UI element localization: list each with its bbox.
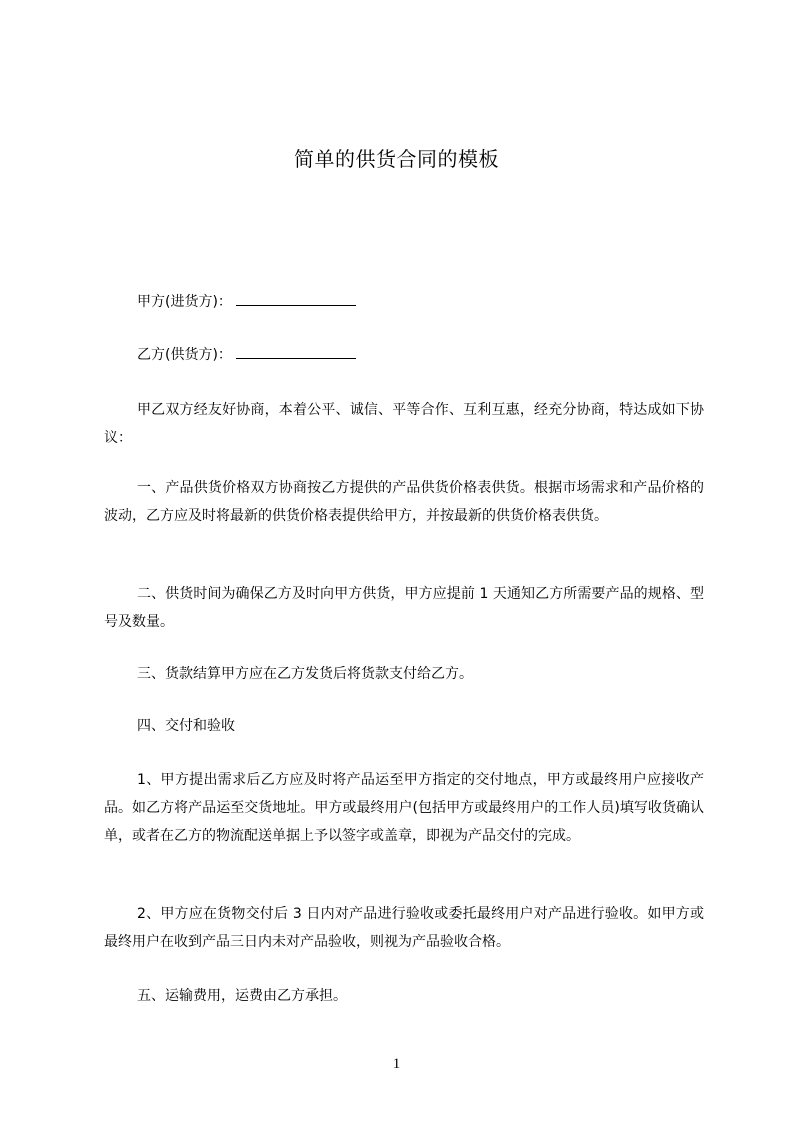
party-b-blank-line xyxy=(236,344,356,359)
document-title: 简单的供货合同的模板 xyxy=(294,147,499,171)
party-b-label: 乙方(供货方)： xyxy=(137,347,232,363)
clause-4-heading: 四、交付和验收 xyxy=(137,718,235,734)
party-b-field xyxy=(137,344,356,365)
clause-5-paragraph: 五、运输费用，运费由乙方承担。 xyxy=(137,988,347,1004)
intro-paragraph: 甲乙双方经友好协商，本着公平、诚信、平等合作、互利互惠，经充分协商，特达成如下协议： xyxy=(104,402,704,446)
clause-4-item-1-paragraph: 1、甲方提出需求后乙方应及时将产品运至甲方指定的交付地点，甲方或最终用户应接收产品。如乙方将产品运至交货地址。甲方或最终用户(包括甲方或最终用户的工作人员)填写收货确认单，或者在乙方的物流配送单据上予以签字或盖章，即视为产品交付的完成。 xyxy=(104,772,704,844)
party-a-field xyxy=(137,291,356,312)
party-a-blank-line xyxy=(236,291,356,306)
party-a-label: 甲方(进货方)： xyxy=(137,294,232,310)
page-number: 1 xyxy=(392,1056,401,1072)
clause-2-paragraph: 二、供货时间为确保乙方及时向甲方供货，甲方应提前 1 天通知乙方所需要产品的规格、型号及数量。 xyxy=(104,586,704,630)
clause-4-item-2-paragraph: 2、甲方应在货物交付后 3 日内对产品进行验收或委托最终用户对产品进行验收。如甲方或最终用户在收到产品三日内未对产品验收，则视为产品验收合格。 xyxy=(104,906,704,950)
clause-3-paragraph: 三、货款结算甲方应在乙方发货后将货款支付给乙方。 xyxy=(137,666,473,682)
clause-1-paragraph: 一、产品供货价格双方协商按乙方提供的产品供货价格表供货。根据市场需求和产品价格的波动，乙方应及时将最新的供货价格表提供给甲方，并按最新的供货价格表供货。 xyxy=(104,480,704,524)
